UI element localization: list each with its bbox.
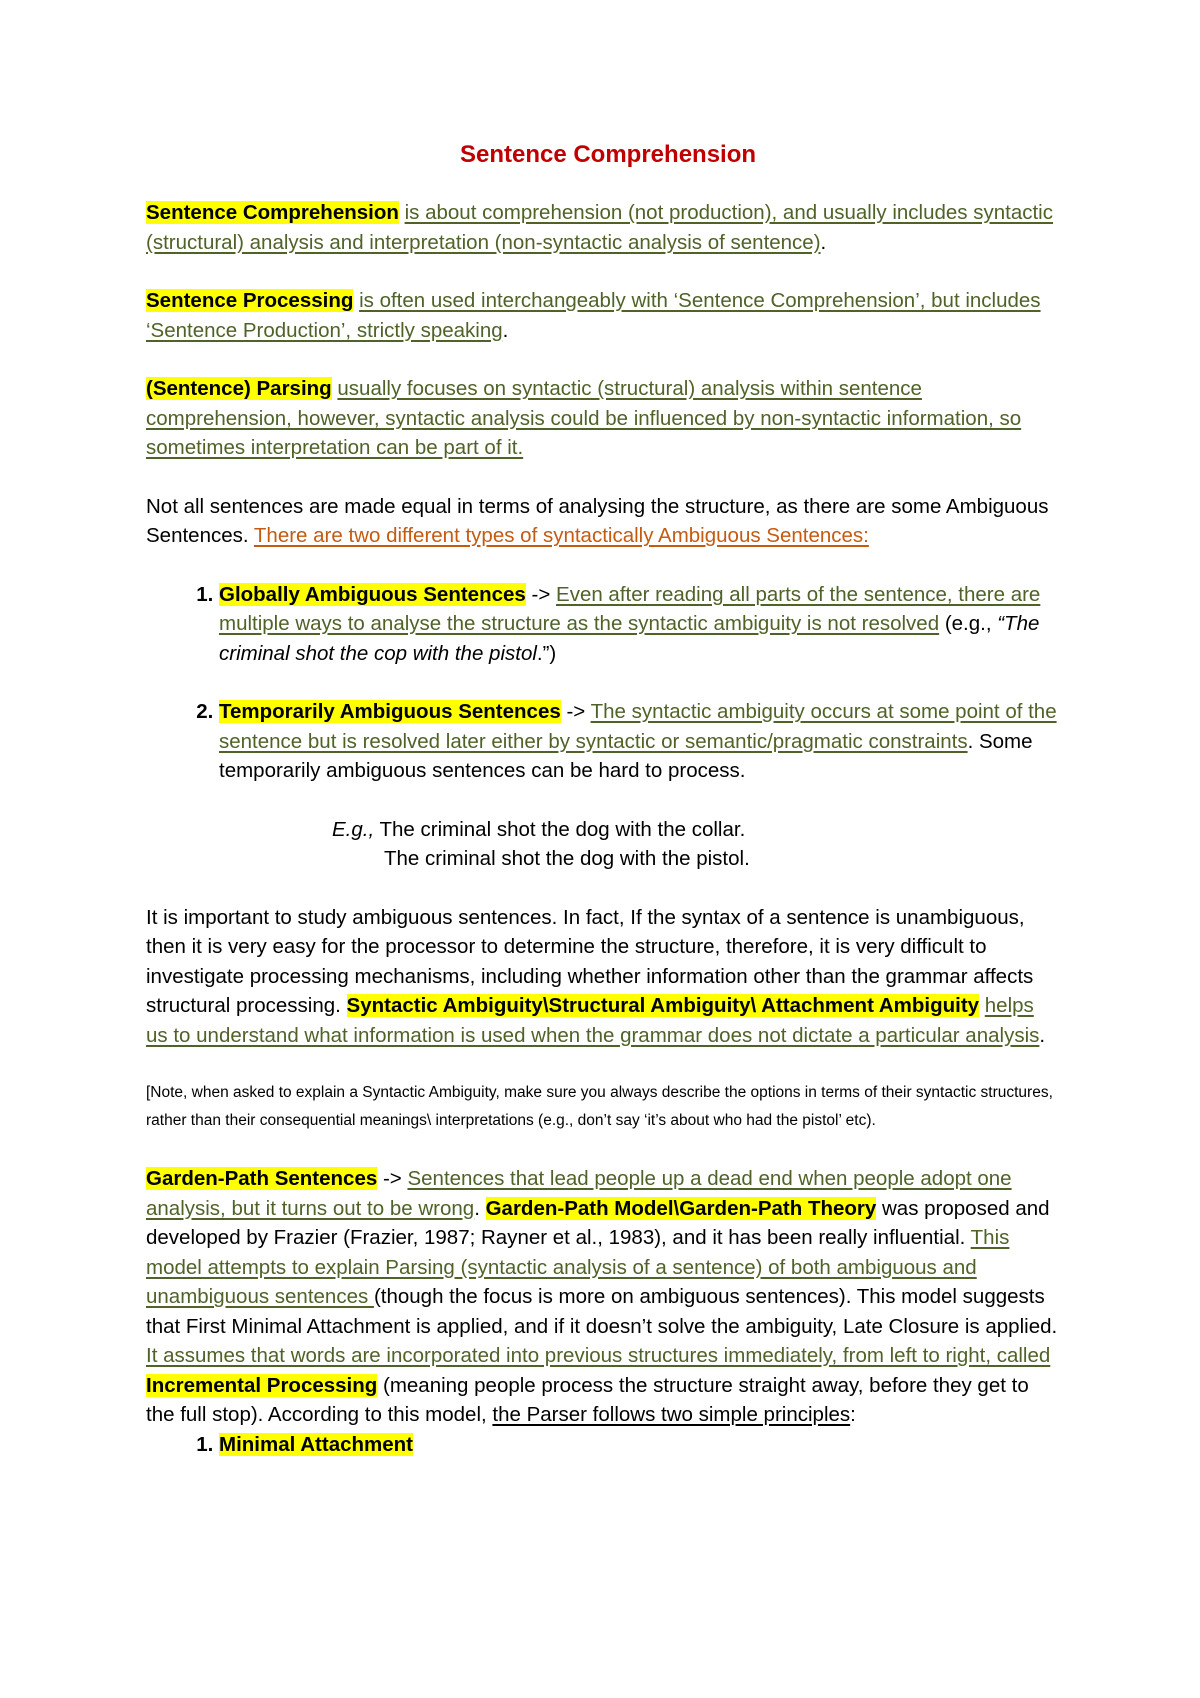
definition-underlined: usually focuses on syntactic (structural) analysis within sentence comprehension, however, syntactic analysis could be influenced by non-syntactic information, so sometimes interpretation can be part of it. (146, 377, 1022, 459)
arrow-text: -> (560, 700, 591, 723)
definition-underlined: It assumes that words are incorporated into previous structures immediately, from left to right, called (146, 1344, 1051, 1367)
term-highlight: Globally Ambiguous Sentences (219, 582, 526, 606)
text: (e.g., (939, 612, 998, 635)
text: (though the focus is more on ambiguous sentences). This model suggests that First Minimal Attachment is applied, and if it doesn’t solve the ambiguity, Late Closure is applied. (146, 1285, 1058, 1338)
paragraph-sentence-processing (146, 286, 1060, 345)
text: It is important to study ambiguous sentences. In fact, If the syntax of a sentence is unambiguous, then it is very easy for the processor to determine the structure, therefore, it is very difficult to investigate processing mechanisms, including whether information other than the grammar affects structural processing. (146, 905, 1034, 1017)
definition-underlined: helps us to understand what information is used when the grammar does not dictate a particular analysis (146, 994, 1040, 1047)
example-label: E.g., (332, 817, 375, 841)
term-highlight: Garden-Path Model\Garden-Path Theory (485, 1196, 877, 1220)
term-highlight: Incremental Processing (146, 1373, 378, 1397)
term-highlight: Garden-Path Sentences (146, 1167, 378, 1190)
text: The criminal shot the dog with the collar. (374, 817, 746, 841)
text: . (502, 318, 509, 342)
orange-underlined-text: There are two different types of syntactically Ambiguous Sentences: (253, 524, 869, 547)
principles-list (146, 1430, 1060, 1460)
term-highlight: Sentence Comprehension (146, 201, 399, 224)
paragraph-importance (146, 903, 1060, 1051)
definition-underlined: is often used interchangeably with ‘Sentence Comprehension’, but includes ‘Sentence Production’, strictly speaking (146, 289, 1041, 342)
text: .”) (536, 641, 557, 665)
example-line-2: The criminal shot the dog with the pistol. (384, 847, 750, 870)
term-highlight: Syntactic Ambiguity\Structural Ambiguity\ Attachment Ambiguity (346, 994, 980, 1017)
definition-underlined: Even after reading all parts of the sentence, there are multiple ways to analyse the structure as the syntactic ambiguity is not resolved (219, 582, 1041, 635)
example-line-1 (146, 815, 1060, 845)
arrow-text: -> (377, 1167, 408, 1190)
arrow-text: -> (525, 582, 557, 606)
text: . (474, 1196, 486, 1220)
paragraph-garden-path (146, 1164, 1060, 1430)
term-highlight: Temporarily Ambiguous Sentences (219, 700, 561, 723)
text: . Some temporarily ambiguous sentences can be hard to process. (219, 729, 1033, 782)
paragraph-parsing (146, 374, 1060, 463)
text: . (1039, 1023, 1046, 1047)
list-item-temporarily-ambiguous (219, 697, 1060, 786)
list-item-minimal-attachment (219, 1430, 1060, 1460)
paragraph-sentence-comprehension (146, 198, 1060, 257)
text: (meaning people process the structure straight away, before they get to the full stop). According to this model, (146, 1373, 1029, 1426)
page-title: Sentence Comprehension (459, 141, 757, 168)
list-item-globally-ambiguous (219, 580, 1060, 669)
definition-underlined: The syntactic ambiguity occurs at some point of the sentence but is resolved later either by syntactic or semantic/pragmatic constraints (219, 700, 1057, 753)
text: . (820, 230, 827, 254)
term-highlight: Sentence Processing (146, 289, 354, 312)
definition-underlined: is about comprehension (not production), and usually includes syntactic (structural) analysis and interpretation (non-syntactic analysis of sentence) (146, 201, 1053, 254)
text: was proposed and developed by Frazier (Frazier, 1987; Rayner et al., 1983), and it has been really influential. (146, 1196, 1050, 1249)
text: : (850, 1403, 856, 1426)
definition-underlined: This model attempts to explain Parsing (syntactic analysis of a sentence) of both ambiguous and unambiguous sentences (146, 1226, 1010, 1308)
example-italic: “The criminal shot the cop with the pistol (219, 612, 1040, 665)
example-block (146, 815, 1060, 874)
note-paragraph: [Note, when asked to explain a Syntactic Ambiguity, make sure you always describe the options in terms of their syntactic structures, rather than their consequential meanings\ interpretations (e.g., don’t say ‘it’s about who had the pistol’ etc). (146, 1084, 1053, 1129)
text: Not all sentences are made equal in terms of analysing the structure, as there are some Ambiguous Sentences. (146, 494, 1049, 547)
definition-underlined: Sentences that lead people up a dead end when people adopt one analysis, but it turns out to be wrong (146, 1167, 1012, 1220)
underlined-text: the Parser follows two simple principles (492, 1403, 851, 1426)
term-highlight: (Sentence) Parsing (146, 377, 332, 400)
term-highlight: Minimal Attachment (219, 1432, 414, 1456)
ambiguity-types-list (146, 580, 1060, 786)
paragraph-ambiguous-intro (146, 492, 1060, 551)
